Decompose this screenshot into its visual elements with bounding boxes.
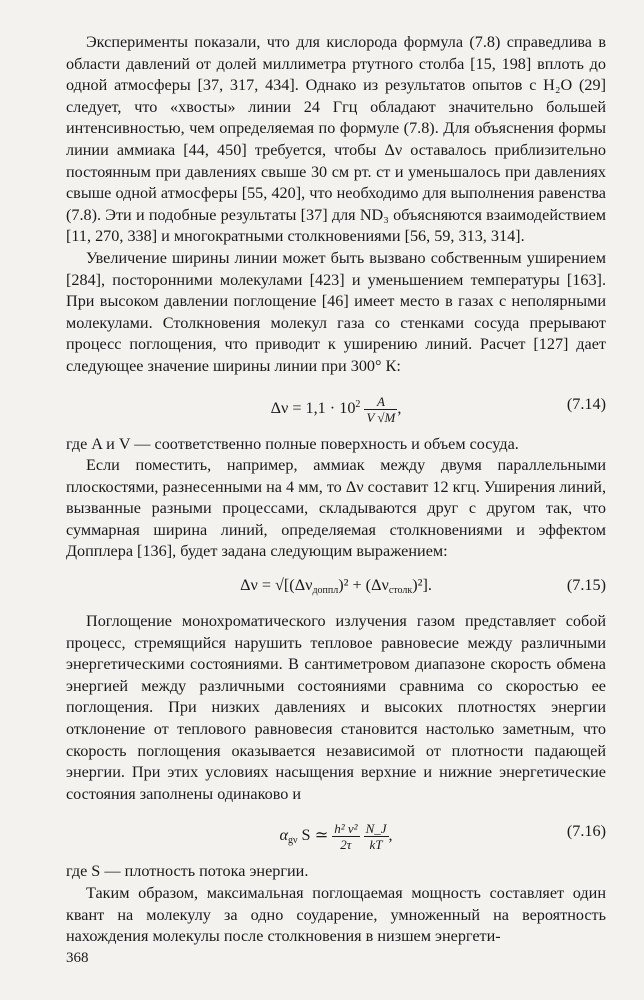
eq15-label: (7.15) [566, 576, 606, 595]
eq16-tail: , [388, 826, 393, 845]
eq15-mid: )² + (Δν [338, 576, 389, 595]
eq16-den2: kT [369, 837, 383, 853]
eq14-exp: 2 [355, 398, 361, 410]
equation-7-16 [66, 811, 606, 857]
eq14-num: A [364, 394, 397, 410]
eq14-label: (7.14) [566, 394, 606, 413]
eq14-fraction [364, 394, 397, 425]
eq16-label: (7.16) [566, 822, 606, 841]
eq16-num2: N_J [365, 821, 387, 837]
paragraph-2: Увеличение ширины линии может быть вызвано собственным уширением [284], посторонними молекулами [423] и уменьшением температуры [163]. При высоком давлении поглощение [46] имеет место в газах с неполярными молекулами. Столкновения молекул газа со стенками сосуда прерывают процесс поглощения, что приводит к уширению линий. Расчет [127] дает следующее значение ширины линии при 300° К: [66, 248, 606, 375]
eq15-end: )²]. [412, 576, 432, 595]
eq16-alpha: α [279, 826, 288, 845]
paragraph-4: Если поместить, например, аммиак между двумя параллельными плоскостями, разнесенными на 4 мм, то Δν составит 12 кгц. Уширения линий, вызванные разными процессами, складываются друг с другом так, что суммарная ширина линий, определяемая столкновениями и эффектом Допплера [136], будет задана следующим выражением: [66, 456, 606, 561]
eq15-sub1: доппл [312, 585, 339, 597]
equation-7-14 [66, 384, 606, 430]
eq16-frac1 [332, 821, 359, 852]
eq15-a: Δν = √[(Δν [240, 576, 313, 595]
eq16-lhs-sub: gν [287, 835, 298, 847]
eq15-sub2: столк [388, 585, 413, 597]
page-body [66, 32, 606, 948]
paragraph-5: Поглощение монохроматического излучения газом представляет собой процесс, стремящийся нарушить тепловое равновесие между различными энергетическими состояниями. В сантиметровом диапазоне скорость обмена энергией между различными состояниями сравнима со скоростью ее поглощения. При низких давлениях и высоких плотностях энергии отклонение от теплового равновесия становится настолько заметным, что скорость поглощения оказывается независимой от плотности падающей энергии. При этих условиях насыщения верхние и нижние энергетические состояния заполнены одинаково и [66, 612, 606, 803]
equation-7-15 [66, 569, 606, 607]
paragraph-3: где A и V — соответственно полные поверхность и объем сосуда. [66, 434, 519, 453]
eq16-num1: h² ν² [334, 821, 358, 837]
paragraph-1: Эксперименты показали, что для кислорода формула (7.8) справедлива в области давлений от долей миллиметра ртутного столба [15, 198] вплоть до одной атмосферы [37, 317, 434]. Однако из результатов опытов с H₂O (29] следует, что «хвосты» линии 24 Ггц обладают значительно большей интенсивностью, чем определяемая по формуле (7.8). Для объяснения формы линии аммиака [44, 450] требуется, чтобы Δν оставалось приблизительно постоянным при давлениях свыше 30 см рт. ст и уменьшалось при давлениях свыше одной атмосферы [55, 420], что необходимо для выполнения равенства (7.8). Эти и подобные результаты [37] для ND₃ объясняются взаимодействием [11, 270, 338] и многократными столкновениями [56, 59, 313, 314]. [66, 33, 606, 246]
eq14-den: V √M [366, 409, 396, 425]
eq14-tail: , [397, 398, 402, 417]
page-number: 368 [66, 950, 89, 966]
eq16-s: S ≃ [297, 826, 333, 845]
paragraph-6: где S — плотность потока энергии. [66, 862, 309, 881]
eq16-frac2 [364, 821, 389, 852]
paragraph-7: Таким образом, максимальная поглощаемая мощность составляет один квант на молекулу за одно соударение, умноженный на вероятность нахождения молекулы после столкновения в низшем энергети- [66, 884, 606, 946]
eq14-lhs: Δν = 1,1 · 10 [270, 398, 356, 417]
eq16-den1: 2τ [340, 837, 352, 853]
